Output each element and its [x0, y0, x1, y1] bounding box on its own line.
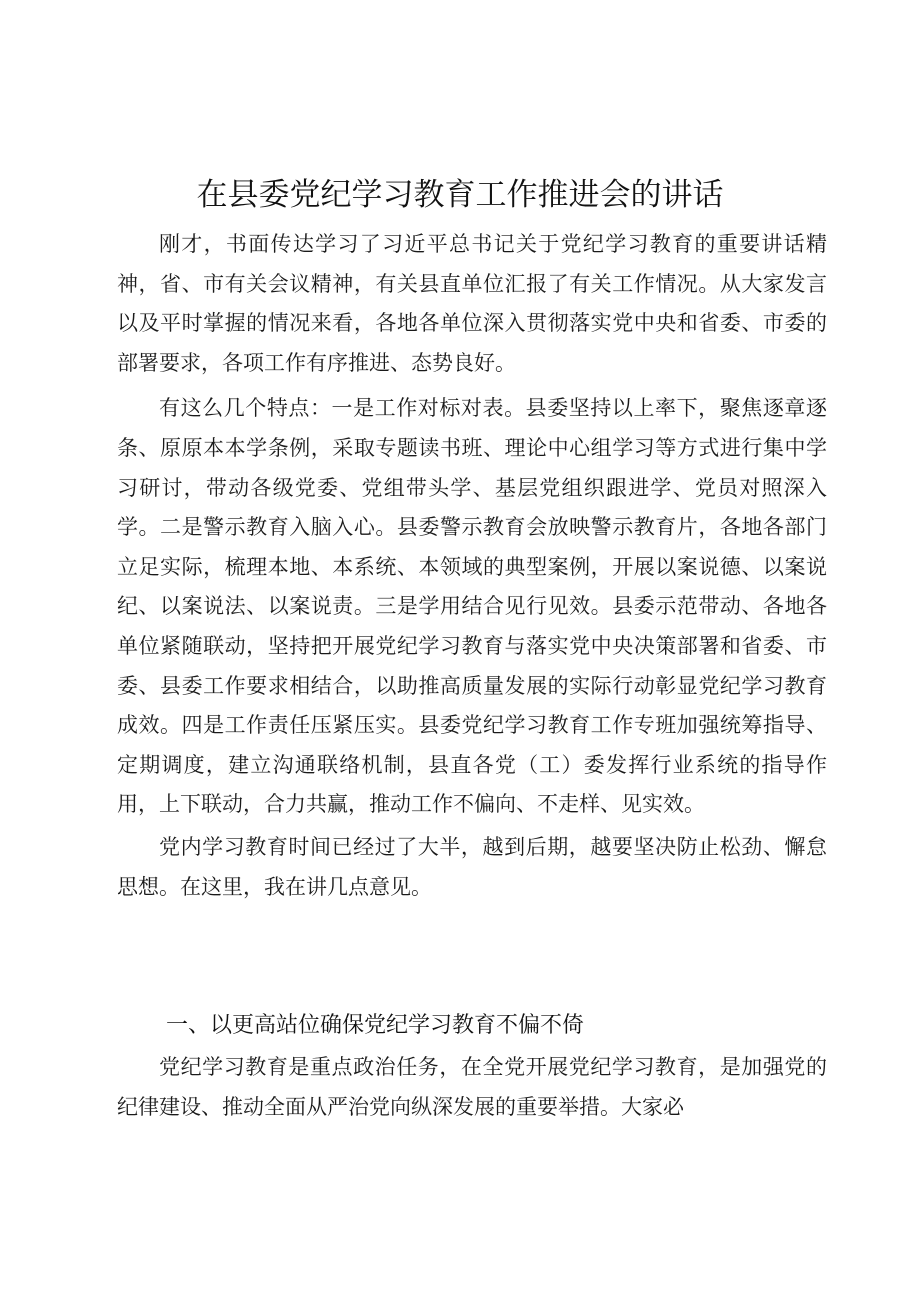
paragraph-features: 有这么几个特点：一是工作对标对表。县委坚持以上率下，聚焦逐章逐条、原原本本学条例，采取专题读书班、理论中心组学习等方式进行集中学习研讨，带动各级党委、党组带头学、基层党组织跟进学、党员对照深入学。二是警示教育入脑入心。县委警示教育会放映警示教育片，各地各部门立足实际，梳理本地、本系统、本领域的典型案例，开展以案说德、以案说纪、以案说法、以案说责。三是学用结合见行见效。县委示范带动、各地各单位紧随联动，坚持把开展党纪学习教育与落实党中央决策部署和省委、市委、县委工作要求相结合，以助推高质量发展的实际行动彰显党纪学习教育成效。四是工作责任压紧压实。县委党纪学习教育工作专班加强统筹指导、定期调度，建立沟通联络机制，县直各党（工）委发挥行业系统的指导作用，上下联动，合力共赢，推动工作不偏向、不走样、见实效。 [117, 396, 827, 817]
paragraph-opening: 刚才，书面传达学习了习近平总书记关于党纪学习教育的重要讲话精神，省、市有关会议精神，有关县直单位汇报了有关工作情况。从大家发言以及平时掌握的情况来看，各地各单位深入贯彻落实党中央和省委、市委的部署要求，各项工作有序推进、态势良好。 [117, 232, 827, 375]
section-body [117, 1048, 827, 1127]
document-title: 在县委党纪学习教育工作推进会的讲话 [196, 177, 724, 213]
document-body [117, 225, 827, 907]
paragraph-section-one: 党纪学习教育是重点政治任务，在全党开展党纪学习教育，是加强党的纪律建设、推动全面从严治党向纵深发展的重要举措。大家必 [117, 1055, 827, 1119]
paragraph-transition: 党内学习教育时间已经过了大半，越到后期，越要坚决防止松劲、懈怠思想。在这里，我在讲几点意见。 [117, 834, 827, 899]
section-heading: 一、以更高站位确保党纪学习教育不偏不倚 [166, 1013, 585, 1038]
